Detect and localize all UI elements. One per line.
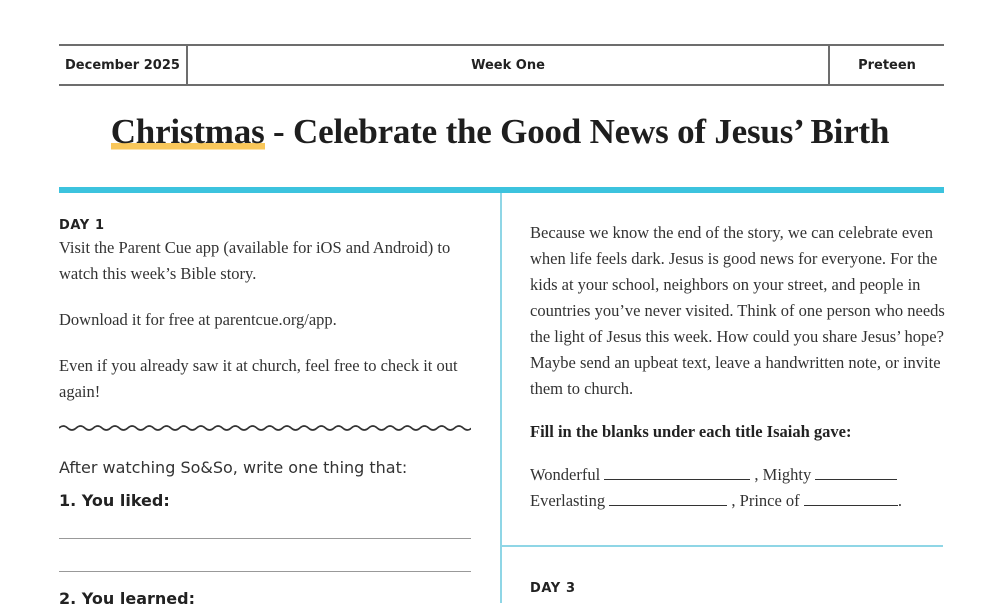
left-column: [59, 218, 474, 608]
blank-field[interactable]: [804, 491, 898, 506]
period: .: [897, 491, 902, 510]
day-1-intro: Visit the Parent Cue app (available for iOS and Android) to watch this week’s Bible story.: [59, 238, 451, 283]
page-title: [0, 112, 1000, 152]
day-3-label: DAY 3: [530, 581, 576, 596]
separator: ,: [750, 465, 763, 484]
header-week: Week One: [188, 46, 830, 84]
answer-line[interactable]: [59, 538, 471, 539]
right-column: [530, 220, 945, 514]
fill-line-1: [530, 462, 945, 488]
day-1-reminder: Even if you already saw it at church, feel free to check it out again!: [59, 356, 458, 401]
question-learned: 2. You learned:: [59, 589, 195, 608]
header-bar: [59, 44, 944, 86]
day-1-download: Download it for free at parentcue.org/app.: [59, 310, 337, 329]
answer-line[interactable]: [59, 571, 471, 572]
celebrate-paragraph: Because we know the end of the story, we can celebrate even when life feels dark. Jesus is good news for everyone. For the kids at your school, neighbors on your street, and people in countries you’ve never visited. Think of one person who needs the light of Jesus this week. How could you share Jesus’ hope? Maybe send an upbeat text, leave a handwritten note, or invite them to church.: [530, 223, 945, 398]
title-prince-of: Prince of: [739, 491, 800, 510]
question-liked: 1. You liked:: [59, 491, 170, 510]
title-rest: - Celebrate the Good News of Jesus’ Birth: [264, 112, 890, 151]
title-highlight: Christmas: [110, 112, 265, 151]
title-wonderful: Wonderful: [530, 465, 601, 484]
title-everlasting: Everlasting: [530, 491, 606, 510]
separator: ,: [727, 491, 740, 510]
header-audience: Preteen: [858, 57, 916, 73]
wavy-divider: [59, 422, 471, 434]
blank-field[interactable]: [604, 465, 750, 480]
blank-field[interactable]: [609, 491, 727, 506]
fill-in-heading: Fill in the blanks under each title Isaiah gave:: [530, 422, 852, 441]
day-1-label: DAY 1: [59, 218, 105, 233]
column-divider: [500, 193, 502, 603]
fill-line-2: [530, 488, 945, 514]
section-divider: [502, 545, 943, 547]
blank-field[interactable]: [815, 465, 897, 480]
watch-prompt: After watching So&So, write one thing that:: [59, 458, 408, 477]
title-mighty: Mighty: [762, 465, 812, 484]
header-date: December 2025: [59, 46, 188, 84]
